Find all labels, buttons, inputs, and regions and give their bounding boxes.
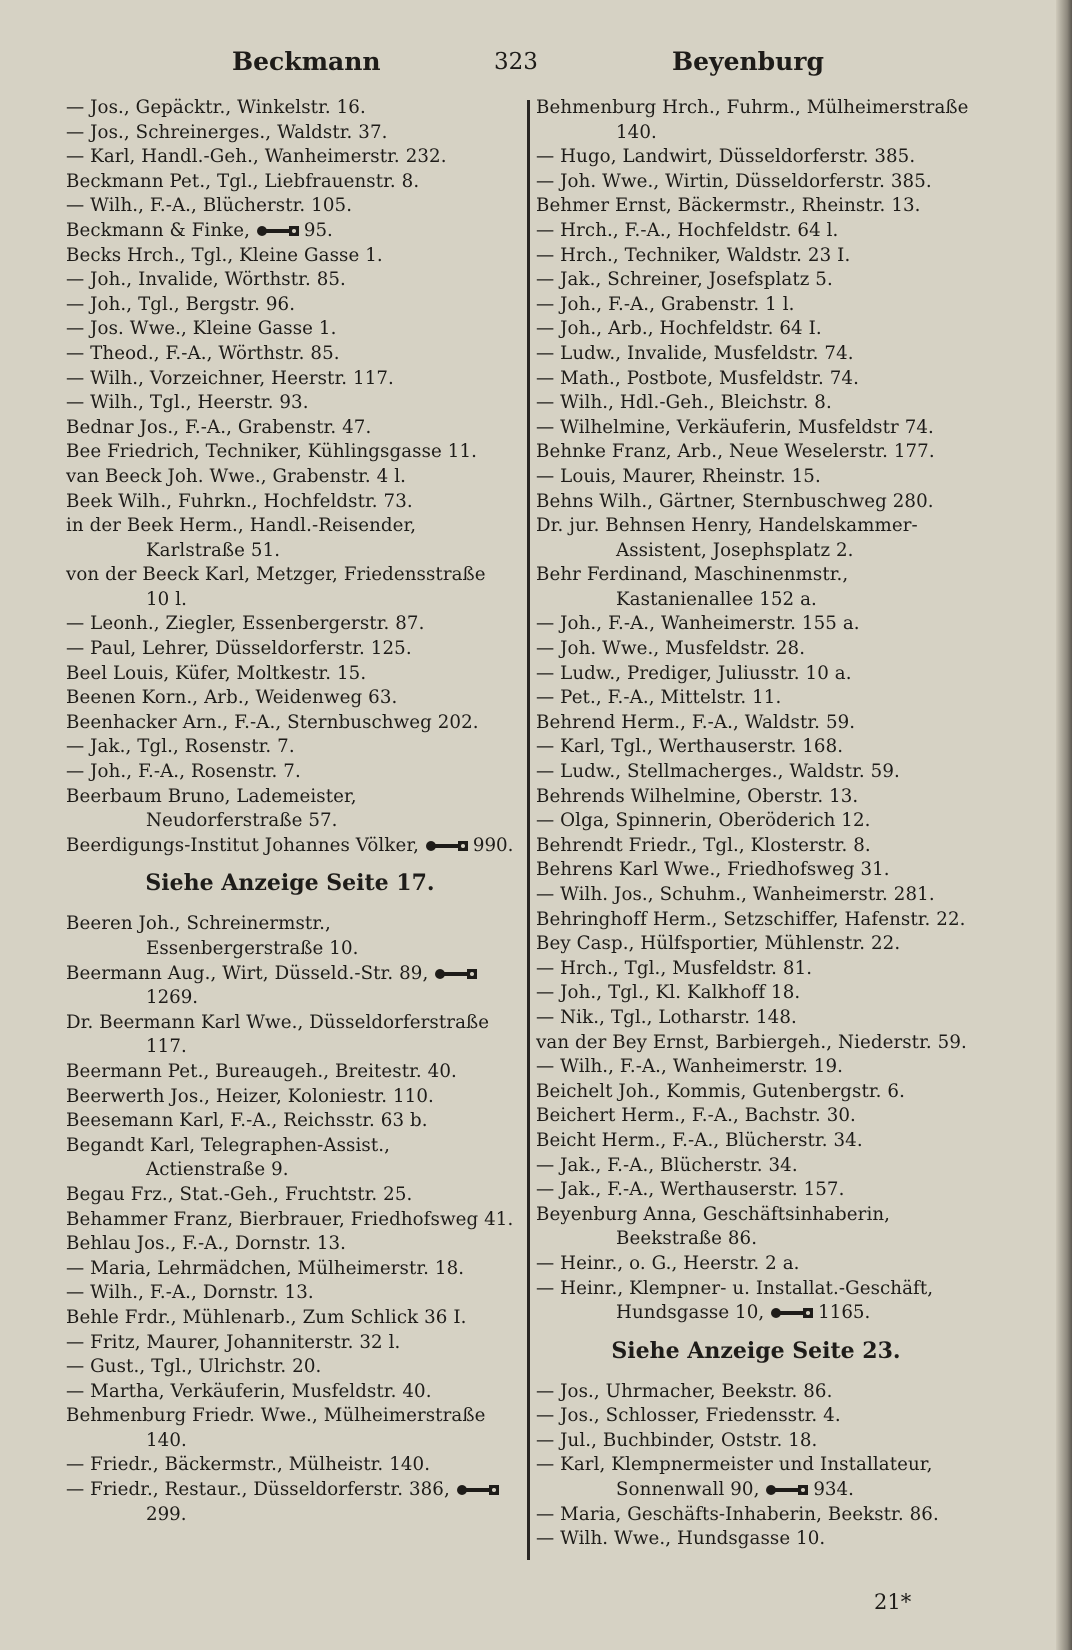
directory-entry xyxy=(536,686,976,711)
entry-text: Behmer Ernst, Bäckermstr., Rheinstr. 13. xyxy=(536,195,921,217)
entry-text: — Karl, Tgl., Werthauserstr. 168. xyxy=(536,736,844,758)
directory-entry xyxy=(66,1478,514,1527)
directory-entry xyxy=(66,1380,514,1405)
entry-text: Behrends Wilhelmine, Oberstr. 13. xyxy=(536,785,859,807)
directory-entry xyxy=(536,637,976,662)
entry-text: Beenen Korn., Arb., Weidenweg 63. xyxy=(66,687,398,709)
entry-text: van der Bey Ernst, Barbiergeh., Niederstr. 59. xyxy=(536,1031,967,1053)
directory-entry xyxy=(66,760,514,785)
entry-text: — Maria, Geschäfts-Inhaberin, Beekstr. 86. xyxy=(536,1503,939,1525)
directory-entry xyxy=(536,760,976,785)
directory-entry xyxy=(66,1257,514,1282)
directory-entry xyxy=(536,1031,976,1056)
entry-text: — Olga, Spinnerin, Oberöderich 12. xyxy=(536,810,871,832)
entry-text: — Wilh., Tgl., Heerstr. 93. xyxy=(66,392,309,414)
directory-entry xyxy=(66,170,514,195)
directory-entry xyxy=(536,1006,976,1031)
entry-text: — Jos., Uhrmacher, Beekstr. 86. xyxy=(536,1380,833,1402)
directory-entry xyxy=(66,1085,514,1110)
directory-entry xyxy=(66,416,514,441)
entry-text: — Heinr., o. G., Heerstr. 2 a. xyxy=(536,1252,800,1274)
directory-entry xyxy=(536,662,976,687)
directory-entry xyxy=(66,490,514,515)
left-column xyxy=(66,96,514,1527)
entry-text: Beeren Joh., Schreinermstr., Essenbergerstraße 10. xyxy=(66,913,359,959)
entry-text: — Ludw., Stellmacherges., Waldstr. 59. xyxy=(536,761,900,783)
directory-entry xyxy=(66,735,514,760)
entry-text: Beckmann & Finke, xyxy=(66,219,256,241)
entry-text: — Jak., Tgl., Rosenstr. 7. xyxy=(66,736,295,758)
entry-text: Behmenburg Friedr. Wwe., Mülheimerstraße 140. xyxy=(66,1405,486,1451)
entry-text: — Jul., Buchbinder, Oststr. 18. xyxy=(536,1429,818,1451)
entry-text: Beckmann Pet., Tgl., Liebfrauenstr. 8. xyxy=(66,170,420,192)
entry-text: Beyenburg Anna, Geschäftsinhaberin, Beekstraße 86. xyxy=(536,1203,891,1250)
entry-text: — Wilh. Wwe., Hundsgasse 10. xyxy=(536,1528,826,1550)
entry-text: Dr. jur. Behnsen Henry, Handelskammer-Assistent, Josephsplatz 2. xyxy=(536,515,918,561)
entry-text: — Jos., Gepäcktr., Winkelstr. 16. xyxy=(66,97,366,118)
entry-text: — Friedr., Restaur., Düsseldorferstr. 386, xyxy=(66,1479,456,1501)
directory-entry xyxy=(66,1355,514,1380)
entry-text: — Jos., Schreinerges., Waldstr. 37. xyxy=(66,121,388,143)
directory-entry xyxy=(536,1503,976,1528)
directory-entry xyxy=(536,317,976,342)
entry-text: Behnke Franz, Arb., Neue Weselerstr. 177. xyxy=(536,441,935,463)
directory-entry xyxy=(66,834,514,859)
entry-text: — Hrch., Tgl., Musfeldstr. 81. xyxy=(536,957,813,979)
directory-entry xyxy=(536,416,976,441)
entry-text: — Nik., Tgl., Lotharstr. 148. xyxy=(536,1006,797,1028)
entry-text: Behns Wilh., Gärtner, Sternbuschweg 280. xyxy=(536,490,934,512)
entry-text: Beermann Aug., Wirt, Düsseld.-Str. 89, xyxy=(66,962,435,984)
directory-entry xyxy=(66,293,514,318)
entry-text: — Martha, Verkäuferin, Musfeldstr. 40. xyxy=(66,1380,432,1402)
entry-text: Beicht Herm., F.-A., Blücherstr. 34. xyxy=(536,1129,863,1151)
telephone-icon xyxy=(425,840,469,852)
directory-entry xyxy=(536,1453,976,1502)
directory-entry xyxy=(66,1011,514,1060)
directory-entry xyxy=(536,194,976,219)
entry-text: — Joh., Arb., Hochfeldstr. 64 I. xyxy=(536,318,822,340)
entry-text: Beerdigungs-Institut Johannes Völker, xyxy=(66,834,425,856)
telephone-icon xyxy=(770,1307,814,1319)
directory-entry xyxy=(536,1380,976,1405)
entry-text: — Leonh., Ziegler, Essenbergerstr. 87. xyxy=(66,613,425,635)
directory-entry xyxy=(536,96,976,145)
directory-entry xyxy=(536,612,976,637)
directory-entry xyxy=(536,1404,976,1429)
phone-number: 299. xyxy=(146,1503,187,1525)
directory-entry xyxy=(66,1060,514,1085)
directory-entry xyxy=(66,219,514,244)
directory-entry xyxy=(66,96,514,121)
header-right-name: Beyenburg xyxy=(672,47,824,76)
directory-entry xyxy=(536,219,976,244)
entry-text: — Jak., F.-A., Blücherstr. 34. xyxy=(536,1154,798,1176)
directory-entry xyxy=(536,490,976,515)
directory-entry xyxy=(66,612,514,637)
directory-entry xyxy=(66,912,514,961)
entry-text: Becks Hrch., Tgl., Kleine Gasse 1. xyxy=(66,244,383,266)
directory-entry xyxy=(536,1527,976,1552)
directory-entry xyxy=(536,711,976,736)
entry-text: Behrendt Friedr., Tgl., Klosterstr. 8. xyxy=(536,834,871,856)
advertisement-note: Siehe Anzeige Seite 23. xyxy=(611,1337,901,1364)
entry-text: — Karl, Handl.-Geh., Wanheimerstr. 232. xyxy=(66,146,447,168)
column-divider xyxy=(527,100,530,1560)
entry-text: — Joh., Invalide, Wörthstr. 85. xyxy=(66,269,346,291)
directory-entry xyxy=(536,440,976,465)
entry-text: Dr. Beermann Karl Wwe., Düsseldorferstraße 117. xyxy=(66,1011,490,1058)
phone-number: 95. xyxy=(303,219,333,241)
entry-text: Bee Friedrich, Techniker, Kühlingsgasse 11. xyxy=(66,441,477,463)
directory-entry xyxy=(66,1306,514,1331)
entry-text: Beichert Herm., F.-A., Bachstr. 30. xyxy=(536,1105,856,1127)
entry-text: — Ludw., Prediger, Juliusstr. 10 a. xyxy=(536,662,852,684)
entry-text: — Karl, Klempnermeister und Installateur, Sonnenwall 90, xyxy=(536,1454,933,1501)
directory-entry xyxy=(536,834,976,859)
entry-text: — Joh., Tgl., Bergstr. 96. xyxy=(66,293,296,315)
directory-entry xyxy=(66,194,514,219)
directory-entry xyxy=(66,711,514,736)
directory-entry xyxy=(536,391,976,416)
entry-text: Beermann Pet., Bureaugeh., Breitestr. 40. xyxy=(66,1060,457,1082)
directory-entry xyxy=(536,1277,976,1326)
entry-text: — Gust., Tgl., Ulrichstr. 20. xyxy=(66,1356,322,1378)
entry-text: — Wilh., F.-A., Dornstr. 13. xyxy=(66,1282,314,1304)
entry-text: Behringhoff Herm., Setzschiffer, Hafenstr. 22. xyxy=(536,908,966,930)
entry-text: Behle Frdr., Mühlenarb., Zum Schlick 36 I. xyxy=(66,1306,467,1328)
directory-entry xyxy=(536,1154,976,1179)
entry-text: — Joh., F.-A., Wanheimerstr. 155 a. xyxy=(536,613,860,635)
directory-entry xyxy=(536,244,976,269)
directory-entry xyxy=(66,1453,514,1478)
directory-entry xyxy=(66,1331,514,1356)
entry-text: — Wilhelmine, Verkäuferin, Musfeldstr 74. xyxy=(536,416,934,438)
directory-entry xyxy=(536,268,976,293)
entry-text: — Hrch., F.-A., Hochfeldstr. 64 l. xyxy=(536,219,839,241)
entry-text: — Joh. Wwe., Wirtin, Düsseldorferstr. 385. xyxy=(536,170,932,192)
directory-entry xyxy=(66,1109,514,1134)
entry-text: — Joh. Wwe., Musfeldstr. 28. xyxy=(536,638,806,660)
directory-entry xyxy=(66,637,514,662)
entry-text: — Fritz, Maurer, Johanniterstr. 32 l. xyxy=(66,1331,401,1353)
directory-entry xyxy=(536,563,976,612)
directory-entry xyxy=(66,244,514,269)
directory-entry xyxy=(66,785,514,834)
entry-text: Beesemann Karl, F.-A., Reichsstr. 63 b. xyxy=(66,1110,428,1132)
directory-entry xyxy=(536,1080,976,1105)
directory-entry xyxy=(536,1055,976,1080)
entry-text: — Math., Postbote, Musfeldstr. 74. xyxy=(536,367,859,389)
entry-text: Beenhacker Arn., F.-A., Sternbuschweg 202. xyxy=(66,711,479,733)
entry-text: — Jos. Wwe., Kleine Gasse 1. xyxy=(66,318,337,340)
entry-text: — Jak., Schreiner, Josefsplatz 5. xyxy=(536,269,833,291)
phone-number: 1269. xyxy=(146,987,199,1009)
phone-number: 990. xyxy=(472,834,514,856)
entry-text: van Beeck Joh. Wwe., Grabenstr. 4 l. xyxy=(66,465,407,487)
entry-text: Beichelt Joh., Kommis, Gutenbergstr. 6. xyxy=(536,1080,905,1102)
entry-text: — Ludw., Invalide, Musfeldstr. 74. xyxy=(536,342,854,364)
directory-entry xyxy=(536,883,976,908)
entry-text: — Theod., F.-A., Wörthstr. 85. xyxy=(66,342,340,364)
entry-text: Beerbaum Bruno, Lademeister, Neudorferstraße 57. xyxy=(66,785,357,832)
entry-text: — Wilh. Jos., Schuhm., Wanheimerstr. 281. xyxy=(536,884,935,905)
entry-text: Behrens Karl Wwe., Friedhofsweg 31. xyxy=(536,859,890,881)
entry-text: — Jak., F.-A., Werthauserstr. 157. xyxy=(536,1179,845,1201)
directory-entry xyxy=(66,465,514,490)
directory-entry xyxy=(66,145,514,170)
directory-entry xyxy=(536,465,976,490)
telephone-icon xyxy=(256,225,300,237)
directory-entry xyxy=(66,1404,514,1453)
directory-entry xyxy=(66,1208,514,1233)
directory-entry xyxy=(536,735,976,760)
directory-entry xyxy=(66,1134,514,1183)
directory-entry xyxy=(66,121,514,146)
directory-entry xyxy=(536,514,976,563)
directory-entry xyxy=(536,908,976,933)
entry-text: — Pet., F.-A., Mittelstr. 11. xyxy=(536,687,782,709)
entry-text: — Wilh., Vorzeichner, Heerstr. 117. xyxy=(66,367,394,389)
entry-text: — Maria, Lehrmädchen, Mülheimerstr. 18. xyxy=(66,1257,465,1279)
directory-entry xyxy=(536,1252,976,1277)
directory-entry xyxy=(66,1232,514,1257)
entry-text: Behmenburg Hrch., Fuhrm., Mülheimerstraße 140. xyxy=(536,97,969,143)
directory-entry xyxy=(536,858,976,883)
phone-number: 934. xyxy=(813,1479,854,1501)
entry-text: — Joh., Tgl., Kl. Kalkhoff 18. xyxy=(536,982,801,1004)
entry-text: — Wilh., F.-A., Blücherstr. 105. xyxy=(66,195,353,217)
directory-entry xyxy=(66,1183,514,1208)
directory-entry xyxy=(536,342,976,367)
entry-text: Beerwerth Jos., Heizer, Koloniestr. 110. xyxy=(66,1085,434,1107)
directory-entry xyxy=(536,170,976,195)
entry-text: — Joh., F.-A., Rosenstr. 7. xyxy=(66,761,301,783)
directory-entry xyxy=(536,367,976,392)
directory-entry xyxy=(536,1203,976,1252)
directory-entry xyxy=(536,785,976,810)
directory-entry xyxy=(66,514,514,563)
telephone-icon xyxy=(456,1484,500,1496)
entry-text: — Hrch., Techniker, Waldstr. 23 I. xyxy=(536,244,851,266)
directory-entry xyxy=(536,293,976,318)
directory-entry xyxy=(536,1104,976,1129)
directory-entry xyxy=(66,268,514,293)
directory-entry xyxy=(536,809,976,834)
entry-text: — Paul, Lehrer, Düsseldorferstr. 125. xyxy=(66,638,412,660)
directory-entry xyxy=(66,563,514,612)
directory-entry xyxy=(66,686,514,711)
entry-text: Behrend Herm., F.-A., Waldstr. 59. xyxy=(536,711,856,733)
directory-entry xyxy=(536,981,976,1006)
entry-text: — Joh., F.-A., Grabenstr. 1 l. xyxy=(536,293,795,315)
entry-text: Begau Frz., Stat.-Geh., Fruchtstr. 25. xyxy=(66,1183,413,1205)
right-column xyxy=(536,96,976,1552)
directory-entry xyxy=(536,145,976,170)
directory-entry xyxy=(66,317,514,342)
entry-text: — Wilh., Hdl.-Geh., Bleichstr. 8. xyxy=(536,392,832,414)
directory-entry xyxy=(66,1281,514,1306)
telephone-icon xyxy=(434,968,478,980)
entry-text: Beel Louis, Küfer, Moltkestr. 15. xyxy=(66,662,367,684)
phone-number: 1165. xyxy=(818,1302,871,1324)
advertisement-note: Siehe Anzeige Seite 17. xyxy=(145,870,435,897)
entry-text: in der Beek Herm., Handl.-Reisender, Karlstraße 51. xyxy=(66,515,417,561)
directory-entry xyxy=(536,1129,976,1154)
directory-entry xyxy=(66,662,514,687)
entry-text: — Hugo, Landwirt, Düsseldorferstr. 385. xyxy=(536,146,916,168)
entry-text: — Jos., Schlosser, Friedensstr. 4. xyxy=(536,1405,841,1427)
entry-text: Begandt Karl, Telegraphen-Assist., Actienstraße 9. xyxy=(66,1134,391,1181)
entry-text: von der Beeck Karl, Metzger, Friedensstraße 10 l. xyxy=(66,564,486,610)
entry-text: Behr Ferdinand, Maschinenmstr., Kastanienallee 152 a. xyxy=(536,564,849,610)
telephone-icon xyxy=(765,1484,809,1496)
header-left-name: Beckmann xyxy=(232,47,381,76)
directory-entry xyxy=(536,1178,976,1203)
directory-entry xyxy=(536,1429,976,1454)
directory-entry xyxy=(66,962,514,1011)
entry-text: Bey Casp., Hülfsportier, Mühlenstr. 22. xyxy=(536,933,901,955)
entry-text: Behammer Franz, Bierbrauer, Friedhofsweg 41. xyxy=(66,1208,514,1230)
entry-text: Bednar Jos., F.-A., Grabenstr. 47. xyxy=(66,416,372,438)
page-number: 323 xyxy=(494,49,538,75)
directory-entry xyxy=(66,391,514,416)
entry-text: — Wilh., F.-A., Wanheimerstr. 19. xyxy=(536,1056,844,1078)
directory-entry xyxy=(66,367,514,392)
directory-entry xyxy=(66,342,514,367)
directory-entry xyxy=(536,957,976,982)
entry-text: — Heinr., Klempner- u. Installat.-Geschäft, Hundsgasse 10, xyxy=(536,1277,934,1324)
entry-text: — Louis, Maurer, Rheinstr. 15. xyxy=(536,465,821,487)
entry-text: Beek Wilh., Fuhrkn., Hochfeldstr. 73. xyxy=(66,490,413,512)
entry-text: — Friedr., Bäckermstr., Mülheistr. 140. xyxy=(66,1454,431,1476)
entry-text: Behlau Jos., F.-A., Dornstr. 13. xyxy=(66,1233,347,1255)
directory-entry xyxy=(536,932,976,957)
page-spine-shadow xyxy=(1056,0,1072,1650)
signature-mark: 21* xyxy=(874,1590,912,1614)
directory-entry xyxy=(66,440,514,465)
